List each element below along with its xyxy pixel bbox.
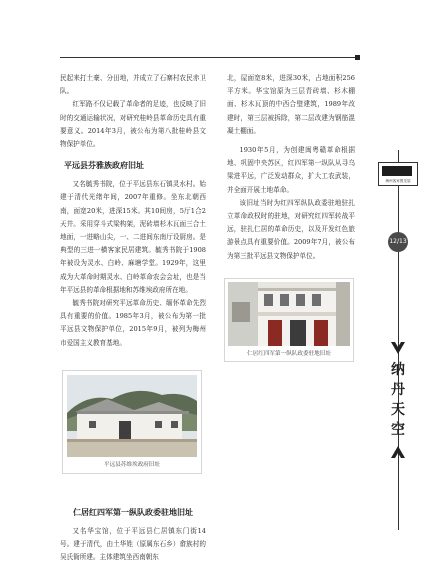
- left-paragraph-2: 红军路不仅记载了革命者的足迹，也反映了旧时的交通运输状况，对研究桂岭县革命历史具有重要意义。2014年3月，被公布为第八批桂岭县文物保护单位。: [60, 100, 206, 149]
- section-title-char-3: 天: [391, 402, 405, 418]
- badge-label: 梅州客家围龙屋: [385, 179, 411, 183]
- section-title-char-1: 纳: [391, 362, 405, 378]
- top-rule: [60, 57, 357, 58]
- left-paragraph-4: 毓秀书院对研究平远革命历史、缅怀革命先烈具有重要的价值。1985年3月，被公布为第一批平远县文物保护单位，2015年9月，被列为梅州市爱国主义教育基地。: [60, 299, 206, 347]
- section-title-char-4: 空: [391, 422, 405, 438]
- sidebar-badge: [378, 162, 418, 186]
- photo-frame-right: [224, 278, 354, 362]
- right-paragraph-continued: 北，屋面宽8米，进深30米，占地面积256平方米。华宝馆原为三层青砖墙、杉木棚面、杉木瓦顶的中西合璧建筑，1989年改建时，第三层被拆除，第二层改建为钢筋混凝土棚面。: [227, 74, 355, 135]
- right-column: [227, 72, 355, 263]
- photo-soviet-govt-building: [67, 375, 197, 457]
- left-column: [60, 72, 206, 564]
- section-title-char-2: 丹: [391, 382, 405, 398]
- photo-red-army-station-building: [228, 282, 350, 346]
- left-paragraph-5: 又名华宝馆，位于平远县仁居镇东门街14号。建于清代，由土华姓（原属东石乡）畲族村的吴氏衙所建。主体建筑坐西南朝东: [60, 526, 206, 562]
- photo-caption-right: 仁居红四军第一纵队政委驻地旧址: [247, 351, 331, 357]
- left-paragraph-continued: 民起来打土豪、分田地，并成立了石寨村农民赤卫队。: [60, 74, 206, 96]
- page-number: 12/13: [388, 232, 408, 252]
- section-heading-red-army-station: 仁居红四军第一纵队政委驻地旧址: [73, 507, 193, 517]
- photo-caption-left: 平远县苏维埃政府旧址: [104, 462, 160, 468]
- top-rule-marker: [355, 55, 360, 60]
- photo-frame-left: [62, 370, 202, 474]
- right-paragraph-3: 该旧址当时为红四军纵队政委驻地驻扎立革命政权时的驻地，对研究红四军转战平远，驻扎仁居的革命历史，以及开发红色旅游景点具有重要价值。2009年7月，被公布为第三批平远县文物保护单位。: [227, 198, 355, 260]
- badge-image: [382, 166, 412, 176]
- ornament-bottom-icon: [391, 446, 405, 462]
- ornament-top-icon: [391, 338, 405, 354]
- right-paragraph-2: 1930年5月，为创建闽粤赣革命根据地、巩固中央苏区，红四军第一纵队从寻乌梁进平远，广泛发动群众，扩大工农武装，并全面开展土地革命。: [227, 146, 355, 194]
- section-heading-soviet-govt: 平远县芬雅族政府旧址: [64, 161, 144, 171]
- left-paragraph-3: 又名毓秀书院，位于平远县东石镇灵水村。始建于清代光绪年间，2007年重修。坐东北朝西南，面宽20米，进深15米。其10间房，5厅1合2天井。采用穿斗式梁构架，泥砖墙杉木瓦面三合土地面，一进略山尖，一、二进间东南厅设厨房。是典型的三进一横客家民居建筑。毓秀书院于1908年被设为灵水、白岭、麻塘学堂。1929年，这里成为大革命时期灵水、白岭革命农会会址，也是当年平远县的革命根据地和苏维埃政府所在地。: [60, 180, 206, 294]
- section-title-vertical: [387, 360, 409, 440]
